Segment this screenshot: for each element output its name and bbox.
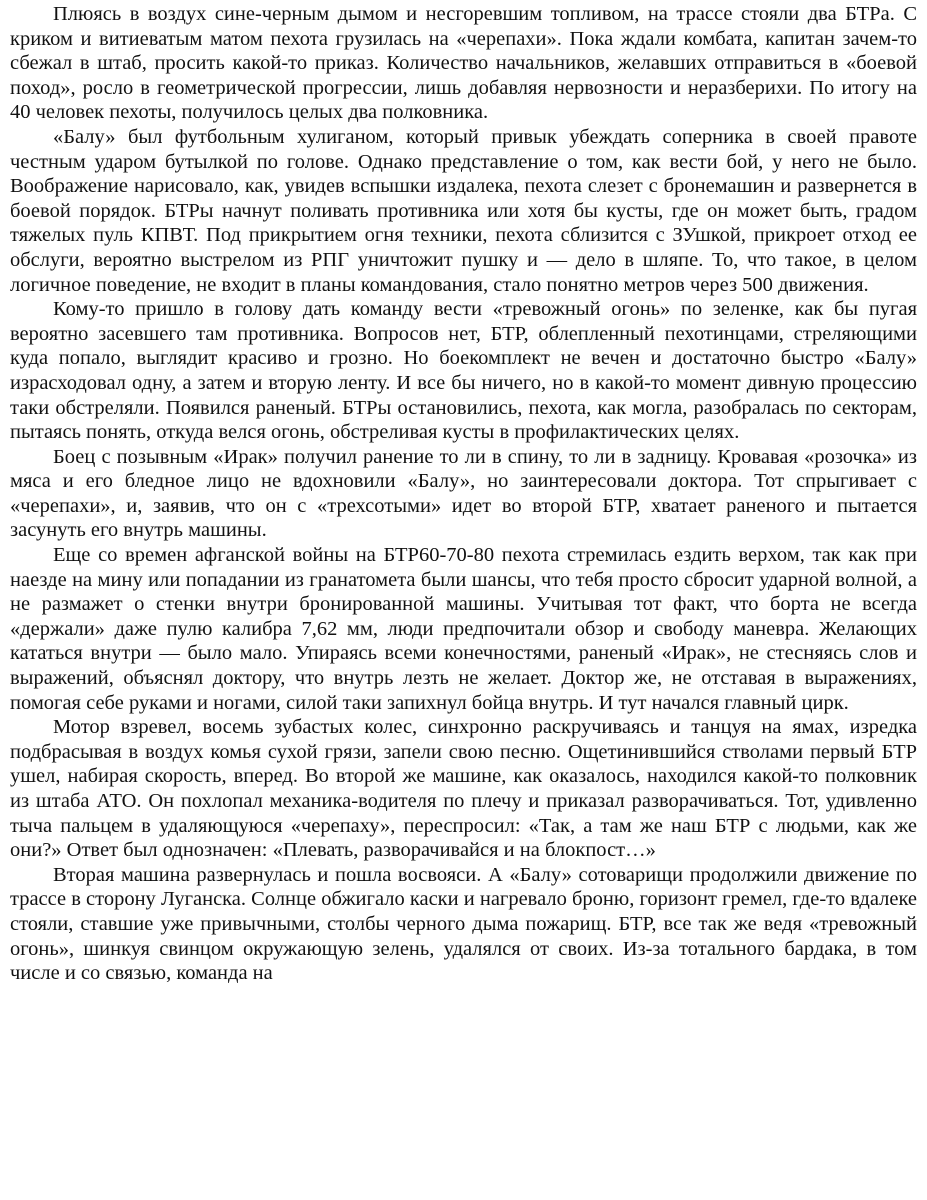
paragraph-1: Плюясь в воздух сине-черным дымом и несгоревшим топливом, на трассе стояли два БТРа. С криком и витиеватым матом пехота грузилась на «черепахи». Пока ждали комбата, капитан зачем-то сбежал в штаб, просить какой-то приказ. Количество начальников, желавших отправиться в «боевой поход», росло в геометрической прогрессии, лишь добавляя нервозности и неразберихи. По итогу на 40 человек пехоты, получилось целых два полковника. [10,3,917,124]
paragraph-6: Мотор взревел, восемь зубастых колес, синхронно раскручиваясь и танцуя на ямах, изредка подбрасывая в воздух комья сухой грязи, запели свою песню. Ощетинившийся стволами первый БТР ушел, набирая скорость, вперед. Во второй же машине, как оказалось, находился какой-то полковник из штаба АТО. Он похлопал механика-водителя по плечу и приказал разворачиваться. Тот, удивленно тыча пальцем в удаляющуюся «черепаху», переспросил: «Так, а там же наш БТР с людьми, как же они?» Ответ был однозначен: «Плевать, разворачивайся и на блокпост…» [10,716,917,862]
paragraph-7: Вторая машина развернулась и пошла восвояси. А «Балу» сотоварищи продолжили движение по трассе в сторону Луганска. Солнце обжигало каски и нагревало броню, горизонт гремел, где-то вдалеке стояли, ставшие уже привычными, столбы черного дыма пожарищ. БТР, все так же ведя «тревожный огонь», шинкуя свинцом окружающую зелень, удалялся от своих. Из-за тотального бардака, в том числе и со связью, команда на [10,863,917,985]
paragraph-5: Еще со времен афганской войны на БТР60-70-80 пехота стремилась ездить верхом, так как при наезде на мину или попадании из гранатомета были шансы, что тебя просто сбросит ударной волной, а не размажет о стенки внутри бронированной машины. Учитывая тот факт, что борта не всегда «держали» даже пулю калибра 7,62 мм, люди предпочитали обзор и свободу маневра. Желающих кататься внутри — было мало. Упираясь всеми конечностями, раненый «Ирак», не стесняясь слов и выражений, объяснял доктору, что внутрь лезть не желает. Доктор же, не отставая в выражениях, помогая себе руками и ногами, силой таки запихнул бойца внутрь. И тут начался главный цирк. [10,544,917,714]
paragraph-2: «Балу» был футбольным хулиганом, который привык убеждать соперника в своей правоте честным ударом бутылкой по голове. Однако представление о том, как вести бой, у него не было. Воображение нарисовало, как, увидев вспышки издалека, пехота слезет с бронемашин и развернется в боевой порядок. БТРы начнут поливать противника или хотя бы кусты, где он может быть, градом тяжелых пуль КПВТ. Под прикрытием огня техники, пехота сблизится с ЗУшкой, прикроет отход ее обслуги, вероятно выстрелом из РПГ уничтожит пушку и — дело в шляпе. То, что такое, в целом логичное поведение, не входит в планы командования, стало понятно метров через 500 движения. [10,125,917,296]
paragraph-3: Кому-то пришло в голову дать команду вести «тревожный огонь» по зеленке, как бы пугая вероятно засевшего там противника. Вопросов нет, БТР, облепленный пехотинцами, стреляющими куда попало, выглядит красиво и грозно. Но боекомплект не вечен и достаточно быстро «Балу» израсходовал одну, а затем и вторую ленту. И все бы ничего, но в какой-то момент дивную процессию таки обстреляли. Появился раненый. БТРы остановились, пехота, как могла, разобралась по секторам, пытаясь понять, откуда велся огонь, обстреливая кусты в профилактических целях. [10,298,917,444]
paragraph-4: Боец с позывным «Ирак» получил ранение то ли в спину, то ли в задницу. Кровавая «розочка» из мяса и его бледное лицо не вдохновили «Балу», но заинтересовали доктора. Тот спрыгивает с «черепахи», и, заявив, что он с «трехсотыми» идет во второй БТР, хватает раненого и пытается засунуть его внутрь машины. [10,445,917,542]
